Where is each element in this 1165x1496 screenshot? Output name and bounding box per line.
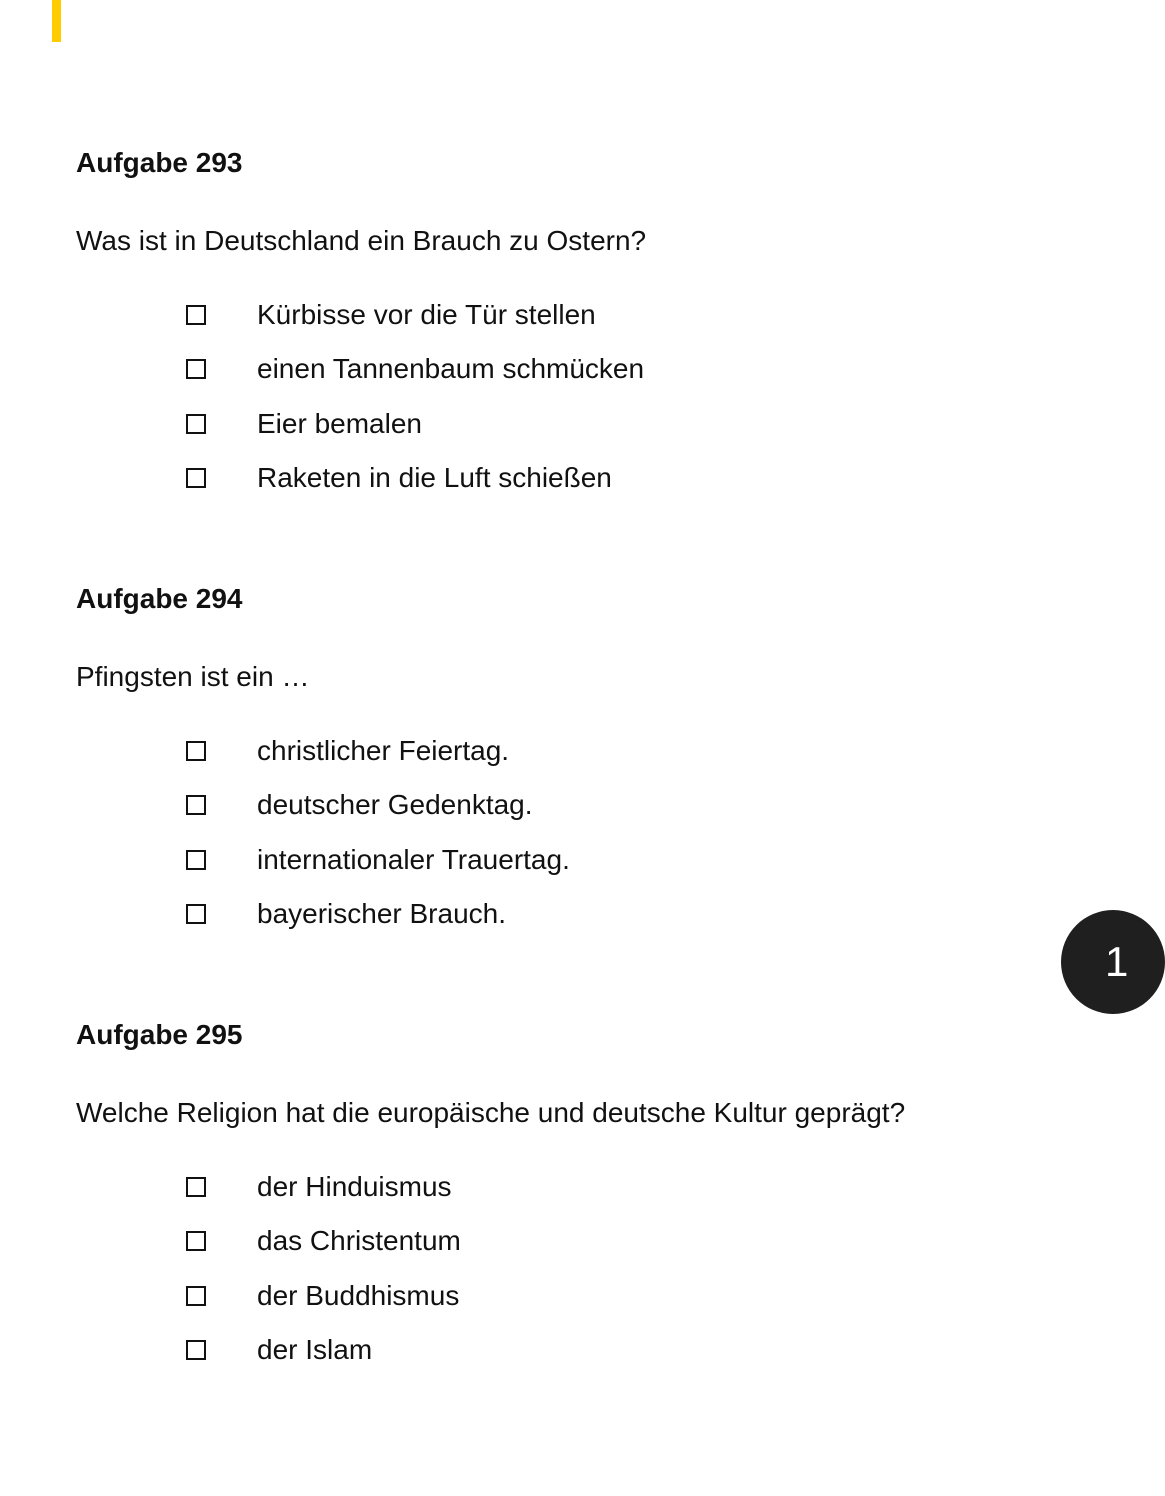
checkbox-icon[interactable] <box>186 850 206 870</box>
task-question: Was ist in Deutschland ein Brauch zu Ostern? <box>76 225 647 256</box>
checkbox-icon[interactable] <box>186 1231 206 1251</box>
checkbox-icon[interactable] <box>186 904 206 924</box>
option-label: Eier bemalen <box>257 407 422 439</box>
accent-bar <box>52 0 61 42</box>
checkbox-icon[interactable] <box>186 414 206 434</box>
checkbox-icon[interactable] <box>186 741 206 761</box>
task-title: Aufgabe 294 <box>76 583 243 614</box>
option-label: bayerischer Brauch. <box>257 897 507 929</box>
answer-option[interactable] <box>76 1279 976 1337</box>
answer-option[interactable] <box>76 407 976 465</box>
option-label: internationaler Trauertag. <box>257 843 570 875</box>
option-label: das Christentum <box>257 1225 461 1257</box>
option-label: der Buddhismus <box>257 1279 460 1311</box>
option-label: Raketen in die Luft schießen <box>257 461 612 493</box>
answer-option[interactable] <box>76 1171 976 1228</box>
answer-options <box>76 1171 976 1391</box>
answer-option[interactable] <box>76 897 976 955</box>
task-title: Aufgabe 295 <box>76 1019 243 1050</box>
task-title: Aufgabe 293 <box>76 147 243 178</box>
checkbox-icon[interactable] <box>186 1340 206 1360</box>
answer-option[interactable] <box>76 353 976 410</box>
option-label: deutscher Gedenktag. <box>257 789 533 821</box>
checkbox-icon[interactable] <box>186 305 206 325</box>
answer-option[interactable] <box>76 789 976 846</box>
option-label: christlicher Feiertag. <box>257 735 510 766</box>
answer-options <box>76 299 976 519</box>
task-question: Pfingsten ist ein … <box>76 661 310 692</box>
answer-option[interactable] <box>76 1225 976 1282</box>
answer-option[interactable] <box>76 461 976 519</box>
answer-option[interactable] <box>76 299 976 356</box>
answer-option[interactable] <box>76 735 976 792</box>
checkbox-icon[interactable] <box>186 468 206 488</box>
answer-option[interactable] <box>76 843 976 901</box>
page-number-badge: 1 <box>1061 910 1165 1014</box>
option-label: der Hinduismus <box>257 1171 452 1202</box>
checkbox-icon[interactable] <box>186 1286 206 1306</box>
option-label: Kürbisse vor die Tür stellen <box>257 299 596 330</box>
option-label: der Islam <box>257 1333 373 1365</box>
option-label: einen Tannenbaum schmücken <box>257 353 645 385</box>
answer-option[interactable] <box>76 1333 976 1391</box>
answer-options <box>76 735 976 955</box>
task-question: Welche Religion hat die europäische und deutsche Kultur geprägt? <box>76 1097 906 1128</box>
checkbox-icon[interactable] <box>186 359 206 379</box>
checkbox-icon[interactable] <box>186 1177 206 1197</box>
checkbox-icon[interactable] <box>186 795 206 815</box>
